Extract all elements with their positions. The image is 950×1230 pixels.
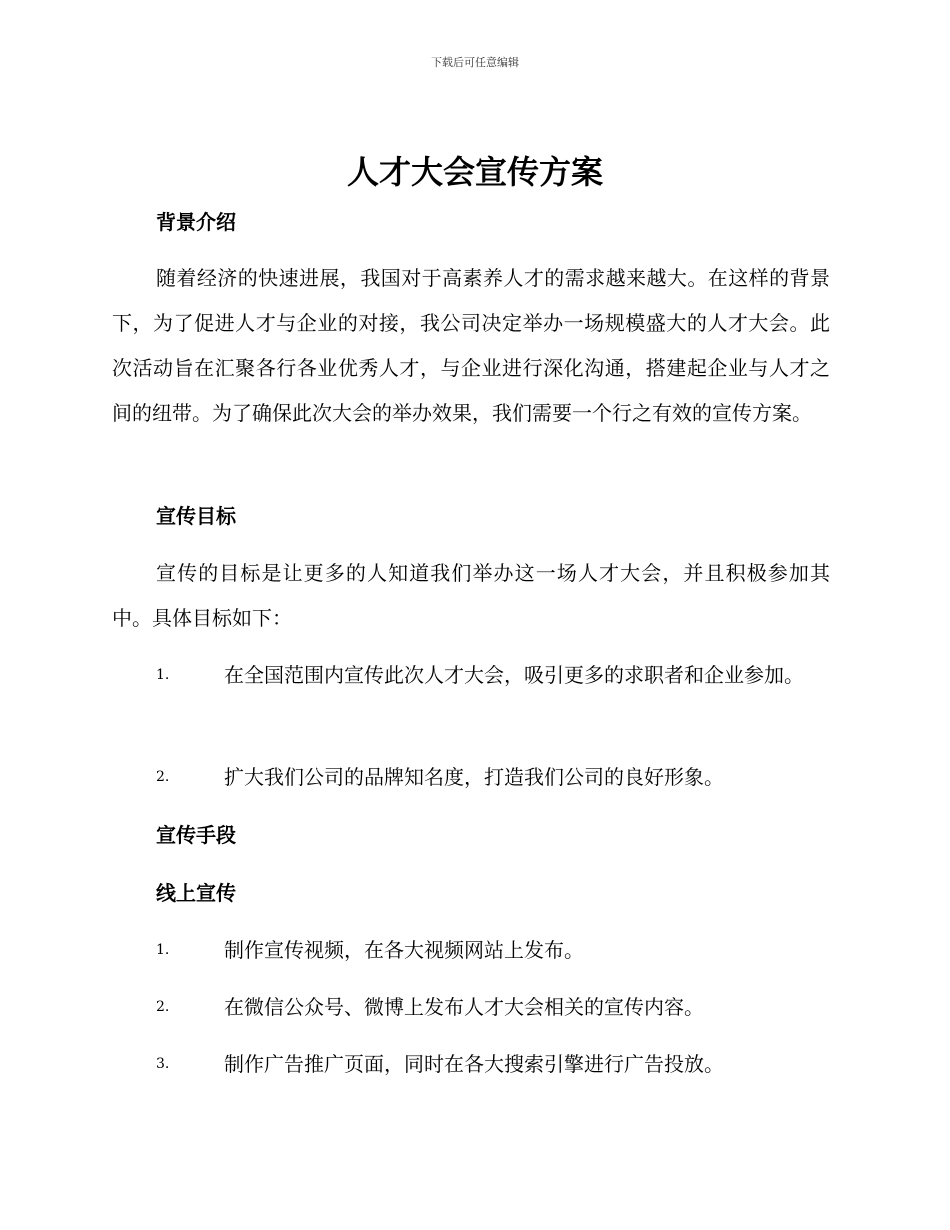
section-heading-methods: 宣传手段 [156, 823, 236, 847]
list-number: 3. [156, 1056, 170, 1072]
list-number: 2. [156, 999, 170, 1015]
list-text: 制作广告推广页面，同时在各大搜索引擎进行广告投放。 [224, 1052, 724, 1076]
subsection-heading-online: 线上宣传 [156, 881, 236, 905]
online-list-item [112, 928, 830, 972]
goals-paragraph: 宣传的目标是让更多的人知道我们举办这一场人才大会，并且积极参加其中。具体目标如下： [112, 561, 830, 630]
online-list-item [112, 985, 830, 1029]
list-text: 在微信公众号、微博上发布人才大会相关的宣传内容。 [224, 995, 704, 1019]
section-heading-goals: 宣传目标 [156, 504, 236, 528]
list-text: 在全国范围内宣传此次人才大会，吸引更多的求职者和企业参加。 [224, 663, 804, 687]
background-paragraph: 随着经济的快速进展，我国对于高素养人才的需求越来越大。在这样的背景下，为了促进人才与企业的对接，我公司决定举办一场规模盛大的人才大会。此次活动旨在汇聚各行各业优秀人才，与企业进行深化沟通，搭建起企业与人才之间的纽带。为了确保此次大会的举办效果，我们需要一个行之有效的宣传方案。 [112, 266, 830, 425]
document-title: 人才大会宣传方案 [346, 153, 603, 191]
goals-list-item [112, 653, 830, 697]
list-text: 制作宣传视频，在各大视频网站上发布。 [224, 938, 584, 962]
list-text: 扩大我们公司的品牌知名度，打造我们公司的良好形象。 [224, 765, 724, 789]
goals-list-item [112, 755, 830, 799]
online-list-item [112, 1042, 830, 1086]
section-heading-background: 背景介绍 [156, 210, 236, 234]
header-note: 下载后可任意编辑 [431, 56, 519, 69]
list-number: 1. [156, 942, 170, 958]
list-number: 1. [156, 667, 170, 683]
list-number: 2. [156, 769, 170, 785]
